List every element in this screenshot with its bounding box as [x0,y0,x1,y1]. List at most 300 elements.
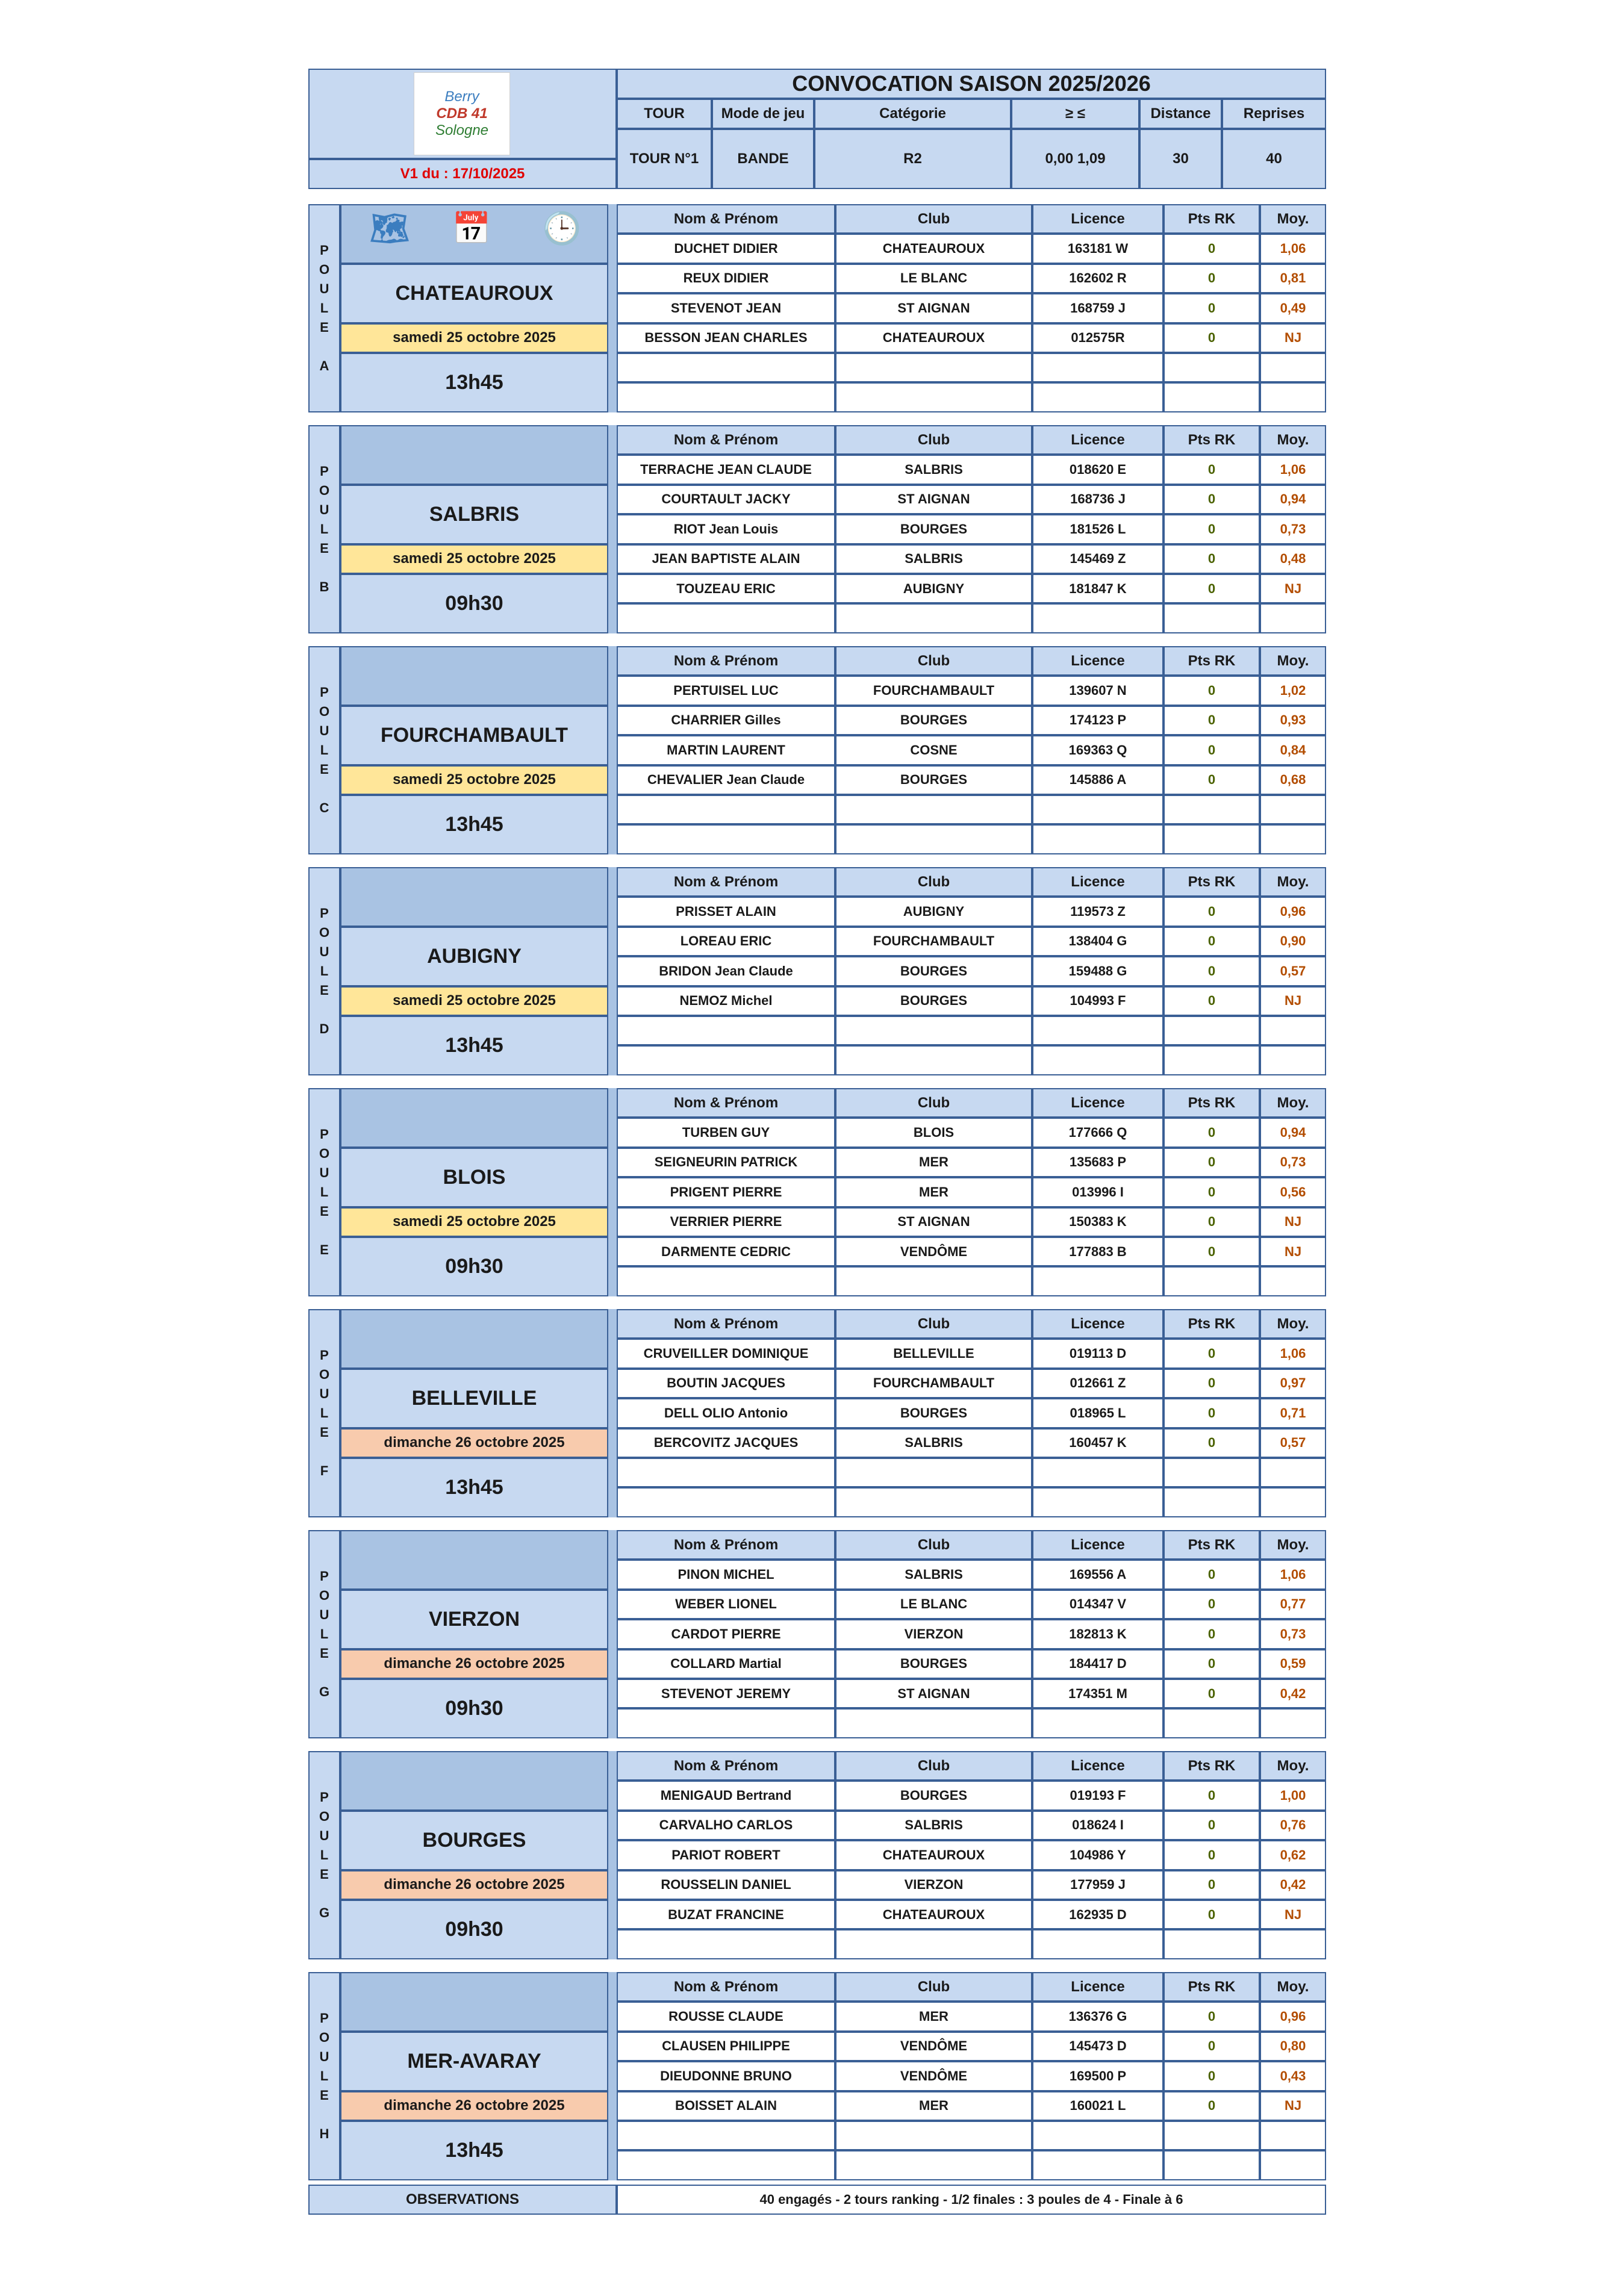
empty-cell [1164,353,1260,382]
player-licence: 181526 L [1032,514,1164,544]
empty-cell [835,382,1032,412]
player-licence: 019113 D [1032,1339,1164,1368]
player-licence: 177959 J [1032,1870,1164,1900]
player-licence: 145473 D [1032,2032,1164,2061]
player-name: PINON MICHEL [617,1560,835,1589]
player-moy: 0,73 [1260,1148,1326,1177]
poule-date: samedi 25 octobre 2025 [340,986,608,1016]
player-club: MER [835,1148,1032,1177]
player-licence: 162935 D [1032,1900,1164,1929]
poule-label: P O U L E H [308,1972,340,2180]
poule-divider [608,1972,617,2180]
player-licence: 014347 V [1032,1590,1164,1619]
poule-divider [608,204,617,412]
player-pts: 0 [1164,1840,1260,1870]
player-moy: NJ [1260,323,1326,353]
player-moy: 0,80 [1260,2032,1326,2061]
empty-cell [1164,1929,1260,1959]
player-licence: 168759 J [1032,293,1164,323]
player-name: STEVENOT JEREMY [617,1679,835,1708]
table-header: Moy. [1260,867,1326,897]
empty-cell [617,795,835,824]
poule-city: BOURGES [340,1811,608,1870]
player-pts: 0 [1164,676,1260,705]
poule-banner [340,1309,608,1369]
player-club: VIERZON [835,1870,1032,1900]
poule-label: P O U L E D [308,867,340,1075]
player-licence: 018620 E [1032,455,1164,484]
player-club: LE BLANC [835,264,1032,293]
empty-cell [617,1045,835,1075]
player-licence: 184417 D [1032,1649,1164,1679]
player-licence: 104993 F [1032,986,1164,1016]
table-header: Licence [1032,1309,1164,1339]
table-header: Nom & Prénom [617,425,835,455]
poule-date: samedi 25 octobre 2025 [340,544,608,574]
empty-cell [1032,1266,1164,1296]
header-column-value: 40 [1222,129,1326,189]
empty-cell [617,1929,835,1959]
player-moy: 0,96 [1260,2002,1326,2031]
logo-line3: Sologne [435,122,489,138]
player-moy: 0,56 [1260,1177,1326,1207]
empty-cell [1260,1929,1326,1959]
player-name: ROUSSELIN DANIEL [617,1870,835,1900]
player-club: SALBRIS [835,1428,1032,1458]
observations-label: OBSERVATIONS [308,2185,617,2215]
player-moy: 0,73 [1260,1619,1326,1649]
table-header: Club [835,1972,1032,2002]
empty-cell [1032,1045,1164,1075]
empty-cell [617,1266,835,1296]
player-licence: 169363 Q [1032,735,1164,765]
player-moy: 0,84 [1260,735,1326,765]
header-column-label: Reprises [1222,99,1326,129]
header-column-value: TOUR N°1 [617,129,712,189]
poule-date: dimanche 26 octobre 2025 [340,1649,608,1679]
player-club: CHATEAUROUX [835,1840,1032,1870]
empty-cell [1032,603,1164,633]
player-pts: 0 [1164,1148,1260,1177]
player-pts: 0 [1164,323,1260,353]
player-name: BOUTIN JACQUES [617,1369,835,1398]
empty-cell [617,603,835,633]
table-header: Club [835,204,1032,234]
empty-cell [1032,2121,1164,2150]
player-pts: 0 [1164,897,1260,926]
player-name: COLLARD Martial [617,1649,835,1679]
poule-label: P O U L E G [308,1530,340,1738]
player-name: BOISSET ALAIN [617,2091,835,2121]
player-pts: 0 [1164,1369,1260,1398]
player-name: RIOT Jean Louis [617,514,835,544]
table-header: Nom & Prénom [617,1972,835,2002]
player-licence: 012661 Z [1032,1369,1164,1398]
header-column-value: BANDE [712,129,814,189]
player-moy: 0,49 [1260,293,1326,323]
empty-cell [1032,353,1164,382]
player-moy: 0,71 [1260,1398,1326,1428]
table-header: Nom & Prénom [617,1751,835,1781]
empty-cell [617,353,835,382]
poule-city: BLOIS [340,1148,608,1207]
player-pts: 0 [1164,514,1260,544]
empty-cell [617,1016,835,1045]
player-club: BOURGES [835,1649,1032,1679]
player-club: CHATEAUROUX [835,234,1032,263]
player-moy: 0,93 [1260,706,1326,735]
poule-date: dimanche 26 octobre 2025 [340,2091,608,2121]
player-moy: 0,90 [1260,927,1326,956]
table-header: Pts RK [1164,425,1260,455]
player-moy: 1,00 [1260,1781,1326,1810]
player-name: WEBER LIONEL [617,1590,835,1619]
player-club: ST AIGNAN [835,1207,1032,1237]
player-licence: 019193 F [1032,1781,1164,1810]
player-licence: 150383 K [1032,1207,1164,1237]
player-moy: 0,48 [1260,544,1326,574]
player-moy: 0,42 [1260,1679,1326,1708]
poule-divider [608,425,617,633]
player-moy: 0,73 [1260,514,1326,544]
player-name: DARMENTE CEDRIC [617,1237,835,1266]
player-name: CLAUSEN PHILIPPE [617,2032,835,2061]
player-club: BOURGES [835,1781,1032,1810]
empty-cell [1260,2150,1326,2180]
header-column-label: TOUR [617,99,712,129]
player-licence: 145886 A [1032,765,1164,795]
table-header: Pts RK [1164,204,1260,234]
table-header: Licence [1032,1751,1164,1781]
map-icon: 🗺 [369,211,410,246]
player-club: VENDÔME [835,2032,1032,2061]
player-name: DELL OLIO Antonio [617,1398,835,1428]
table-header: Moy. [1260,1751,1326,1781]
player-moy: 0,62 [1260,1840,1326,1870]
empty-cell [835,1487,1032,1517]
player-licence: 018965 L [1032,1398,1164,1428]
player-name: CARVALHO CARLOS [617,1811,835,1840]
empty-cell [1260,1266,1326,1296]
player-club: BLOIS [835,1118,1032,1147]
empty-cell [1164,1266,1260,1296]
empty-cell [617,1458,835,1487]
table-header: Nom & Prénom [617,646,835,676]
empty-cell [1164,1045,1260,1075]
player-licence: 136376 G [1032,2002,1164,2031]
player-licence: 177883 B [1032,1237,1164,1266]
player-pts: 0 [1164,1590,1260,1619]
poule-label: P O U L E C [308,646,340,854]
table-header: Moy. [1260,1530,1326,1560]
poule-divider [608,646,617,854]
empty-cell [1032,795,1164,824]
empty-cell [835,824,1032,854]
poule-time: 09h30 [340,1679,608,1738]
empty-cell [835,1708,1032,1738]
poule-label: P O U L E B [308,425,340,633]
empty-cell [1260,1016,1326,1045]
table-header: Moy. [1260,1088,1326,1118]
poule-city: VIERZON [340,1590,608,1649]
player-club: SALBRIS [835,455,1032,484]
page-title: CONVOCATION SAISON 2025/2026 [617,69,1326,99]
empty-cell [835,2121,1032,2150]
empty-cell [1032,2150,1164,2180]
player-licence: 182813 K [1032,1619,1164,1649]
player-licence: 145469 Z [1032,544,1164,574]
player-moy: 1,06 [1260,234,1326,263]
player-pts: 0 [1164,986,1260,1016]
header-column-label: ≥ ≤ [1011,99,1139,129]
empty-cell [1164,1458,1260,1487]
empty-cell [1260,1045,1326,1075]
player-licence: 181847 K [1032,574,1164,603]
player-name: REUX DIDIER [617,264,835,293]
poule-date: samedi 25 octobre 2025 [340,1207,608,1237]
player-name: PRISSET ALAIN [617,897,835,926]
table-header: Moy. [1260,646,1326,676]
header-column-label: Distance [1139,99,1222,129]
player-moy: 0,76 [1260,1811,1326,1840]
poule-divider [608,1530,617,1738]
player-licence: 174351 M [1032,1679,1164,1708]
player-club: COSNE [835,735,1032,765]
player-pts: 0 [1164,544,1260,574]
clock-icon: 🕒 [542,211,582,246]
poule-time: 13h45 [340,1458,608,1517]
player-name: PRIGENT PIERRE [617,1177,835,1207]
player-name: BERCOVITZ JACQUES [617,1428,835,1458]
player-name: MARTIN LAURENT [617,735,835,765]
player-moy: 0,96 [1260,897,1326,926]
table-header: Licence [1032,425,1164,455]
table-header: Club [835,867,1032,897]
poule-time: 13h45 [340,795,608,854]
player-pts: 0 [1164,2032,1260,2061]
empty-cell [1260,353,1326,382]
player-club: BOURGES [835,1398,1032,1428]
poule-time: 13h45 [340,2121,608,2180]
empty-cell [1260,824,1326,854]
poule-divider [608,1309,617,1517]
player-moy: 0,43 [1260,2061,1326,2091]
player-pts: 0 [1164,485,1260,514]
poule-label: P O U L E G [308,1751,340,1959]
player-name: BUZAT FRANCINE [617,1900,835,1929]
player-pts: 0 [1164,293,1260,323]
logo-line2: CDB 41 [436,105,488,122]
player-name: BESSON JEAN CHARLES [617,323,835,353]
player-name: MENIGAUD Bertrand [617,1781,835,1810]
player-pts: 0 [1164,1237,1260,1266]
empty-cell [835,1266,1032,1296]
table-header: Club [835,1530,1032,1560]
player-pts: 0 [1164,1811,1260,1840]
empty-cell [835,1045,1032,1075]
poule-date: samedi 25 octobre 2025 [340,323,608,353]
player-club: LE BLANC [835,1590,1032,1619]
empty-cell [835,1458,1032,1487]
player-club: SALBRIS [835,1560,1032,1589]
empty-cell [1164,382,1260,412]
empty-cell [1164,2150,1260,2180]
empty-cell [1032,1458,1164,1487]
empty-cell [1260,795,1326,824]
player-club: MER [835,2002,1032,2031]
player-moy: 0,57 [1260,956,1326,986]
table-header: Pts RK [1164,1530,1260,1560]
player-licence: 018624 I [1032,1811,1164,1840]
player-licence: 160457 K [1032,1428,1164,1458]
table-header: Moy. [1260,204,1326,234]
table-header: Club [835,1088,1032,1118]
empty-cell [835,1929,1032,1959]
player-moy: 1,02 [1260,676,1326,705]
poule-divider [608,1751,617,1959]
empty-cell [1164,824,1260,854]
player-club: FOURCHAMBAULT [835,1369,1032,1398]
player-pts: 0 [1164,2091,1260,2121]
player-club: SALBRIS [835,544,1032,574]
table-header: Licence [1032,1530,1164,1560]
player-club: MER [835,2091,1032,2121]
header-column-label: Mode de jeu [712,99,814,129]
player-name: COURTAULT JACKY [617,485,835,514]
table-header: Club [835,646,1032,676]
player-licence: 104986 Y [1032,1840,1164,1870]
player-licence: 135683 P [1032,1148,1164,1177]
empty-cell [1164,1016,1260,1045]
empty-cell [835,353,1032,382]
player-pts: 0 [1164,2002,1260,2031]
empty-cell [617,1708,835,1738]
player-club: ST AIGNAN [835,293,1032,323]
player-licence: 169500 P [1032,2061,1164,2091]
player-name: STEVENOT JEAN [617,293,835,323]
table-header: Moy. [1260,1972,1326,2002]
table-header: Club [835,425,1032,455]
poule-banner [340,1530,608,1590]
table-header: Licence [1032,1088,1164,1118]
player-moy: 0,97 [1260,1369,1326,1398]
player-club: ST AIGNAN [835,485,1032,514]
poule-banner [340,646,608,706]
player-pts: 0 [1164,927,1260,956]
table-header: Club [835,1751,1032,1781]
version-label: V1 du : 17/10/2025 [308,159,617,189]
player-name: DUCHET DIDIER [617,234,835,263]
table-header: Licence [1032,867,1164,897]
table-header: Moy. [1260,1309,1326,1339]
player-moy: 0,57 [1260,1428,1326,1458]
player-name: ROUSSE CLAUDE [617,2002,835,2031]
table-header: Nom & Prénom [617,867,835,897]
player-licence: 159488 G [1032,956,1164,986]
player-club: ST AIGNAN [835,1679,1032,1708]
empty-cell [1032,1708,1164,1738]
player-club: BELLEVILLE [835,1339,1032,1368]
poule-banner [340,1751,608,1811]
player-club: CHATEAUROUX [835,1900,1032,1929]
player-licence: 160021 L [1032,2091,1164,2121]
player-moy: 0,42 [1260,1870,1326,1900]
player-licence: 169556 A [1032,1560,1164,1589]
player-moy: NJ [1260,986,1326,1016]
player-moy: 0,94 [1260,1118,1326,1147]
table-header: Nom & Prénom [617,1530,835,1560]
player-moy: NJ [1260,1207,1326,1237]
table-header: Licence [1032,1972,1164,2002]
empty-cell [1032,1487,1164,1517]
poule-time: 09h30 [340,1237,608,1296]
player-licence: 163181 W [1032,234,1164,263]
table-header: Pts RK [1164,1972,1260,2002]
empty-cell [1260,1487,1326,1517]
player-pts: 0 [1164,1428,1260,1458]
table-header: Licence [1032,646,1164,676]
poule-time: 13h45 [340,353,608,412]
empty-cell [1260,1458,1326,1487]
empty-cell [617,2121,835,2150]
player-name: CRUVEILLER DOMINIQUE [617,1339,835,1368]
player-moy: NJ [1260,574,1326,603]
empty-cell [1164,1708,1260,1738]
player-pts: 0 [1164,1870,1260,1900]
empty-cell [835,795,1032,824]
player-club: CHATEAUROUX [835,323,1032,353]
player-pts: 0 [1164,765,1260,795]
player-club: BOURGES [835,986,1032,1016]
table-header: Pts RK [1164,1751,1260,1781]
player-moy: 0,68 [1260,765,1326,795]
player-pts: 0 [1164,1398,1260,1428]
poule-banner [340,1972,608,2032]
empty-cell [1260,382,1326,412]
player-licence: 138404 G [1032,927,1164,956]
player-name: CHARRIER Gilles [617,706,835,735]
player-licence: 013996 I [1032,1177,1164,1207]
player-moy: NJ [1260,2091,1326,2121]
poule-city: FOURCHAMBAULT [340,706,608,765]
player-pts: 0 [1164,706,1260,735]
empty-cell [1032,382,1164,412]
table-header: Pts RK [1164,1088,1260,1118]
header-column-label: Catégorie [814,99,1011,129]
poule-label: P O U L E E [308,1088,340,1296]
player-pts: 0 [1164,264,1260,293]
player-pts: 0 [1164,1679,1260,1708]
player-club: BOURGES [835,514,1032,544]
poule-banner [340,867,608,927]
player-name: TURBEN GUY [617,1118,835,1147]
empty-cell [1164,1487,1260,1517]
empty-cell [1164,795,1260,824]
player-club: FOURCHAMBAULT [835,927,1032,956]
player-club: BOURGES [835,956,1032,986]
player-pts: 0 [1164,1619,1260,1649]
poule-city: CHATEAUROUX [340,264,608,323]
empty-cell [617,1487,835,1517]
empty-cell [1260,2121,1326,2150]
empty-cell [1032,1929,1164,1959]
empty-cell [1260,1708,1326,1738]
player-moy: 1,06 [1260,1560,1326,1589]
poule-label: P O U L E F [308,1309,340,1517]
player-name: DIEUDONNE BRUNO [617,2061,835,2091]
player-name: CHEVALIER Jean Claude [617,765,835,795]
poule-city: BELLEVILLE [340,1369,608,1428]
